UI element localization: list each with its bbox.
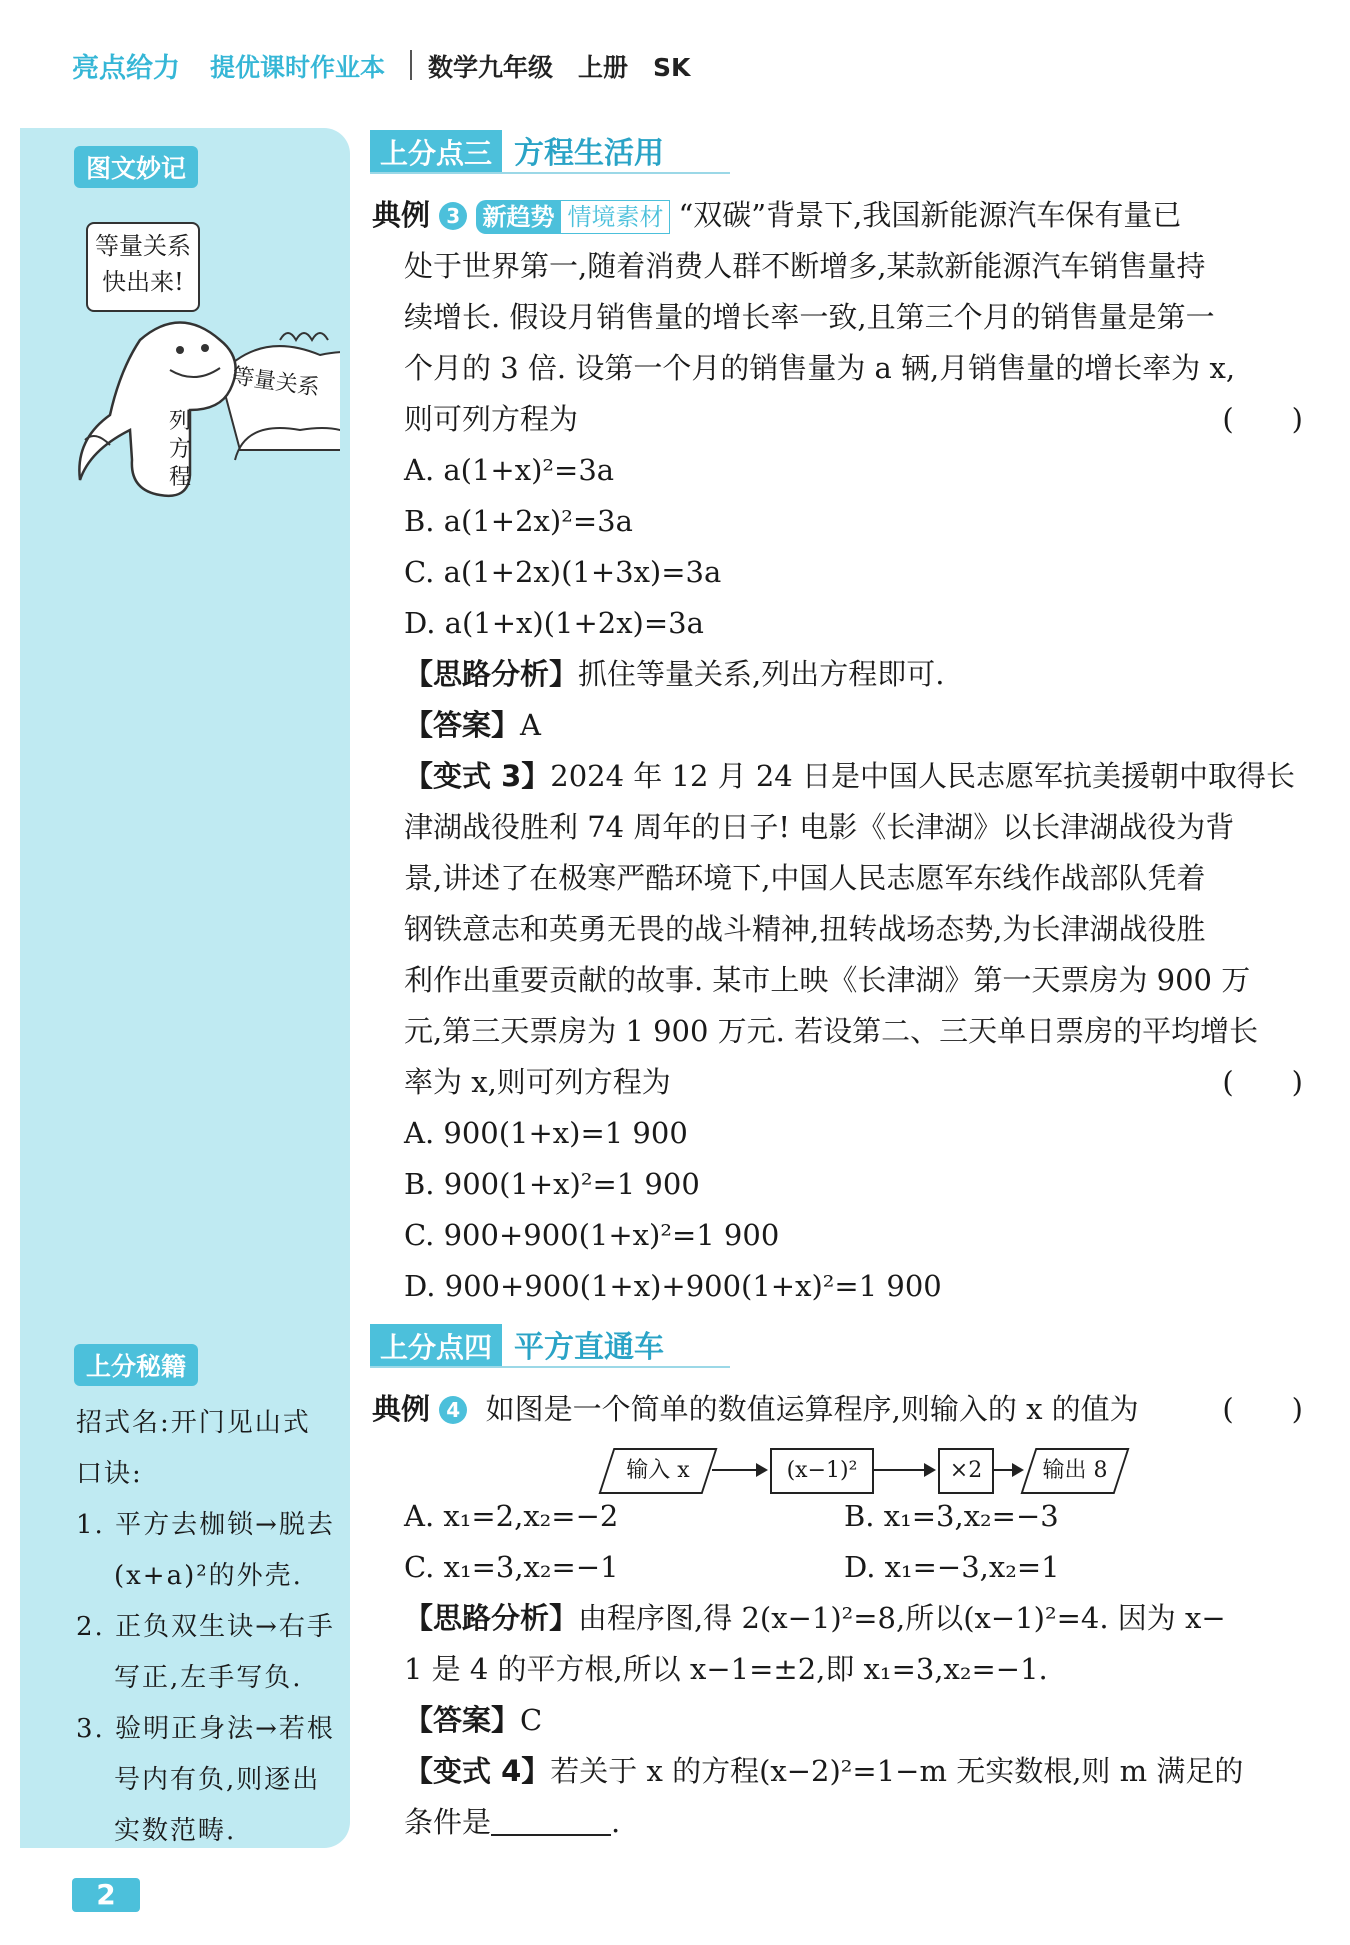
speech-bubble bbox=[86, 222, 200, 312]
example-text: 续增长. 假设月销售量的增长率一致,且第三个月的销售量是第一 bbox=[404, 300, 1215, 334]
analysis-text: 抓住等量关系,列出方程即可. bbox=[578, 657, 945, 691]
tip-line: 2. 正负双生诀→右手 bbox=[76, 1612, 335, 1642]
section3-banner bbox=[370, 128, 665, 171]
flow-input-box bbox=[599, 1448, 718, 1494]
tip-line: 实数范畴. bbox=[114, 1816, 237, 1846]
course-title: 数学九年级 上册 SK bbox=[428, 53, 691, 82]
flow-arrow bbox=[872, 1469, 934, 1471]
option-d: D. x₁=−3,x₂=1 bbox=[844, 1550, 1060, 1584]
variant-text: 利作出重要贡献的故事. 某市上映《长津湖》第一天票房为 900 万 bbox=[404, 963, 1251, 997]
variant-text: 元,第三天票房为 1 900 万元. 若设第二、三天单日票房的平均增长 bbox=[404, 1014, 1259, 1048]
example-text: 处于世界第一,随着消费人群不断增多,某款新能源汽车销售量持 bbox=[404, 249, 1206, 283]
option-c: C. a(1+2x)(1+3x)=3a bbox=[404, 555, 722, 589]
analysis-text: 由程序图,得 2(x−1)²=8,所以(x−1)²=4. 因为 x− bbox=[578, 1601, 1226, 1635]
flow-output-box bbox=[1021, 1448, 1130, 1494]
example-number: 4 bbox=[439, 1396, 467, 1424]
page-number: 2 bbox=[72, 1878, 140, 1912]
dinosaur-illustration bbox=[70, 300, 340, 505]
tip-line: 3. 验明正身法→若根 bbox=[76, 1714, 335, 1744]
dino-text-char: 方 bbox=[168, 437, 191, 462]
variant-text: 钢铁意志和英勇无畏的战斗精神,扭转战场态势,为长津湖战役胜 bbox=[404, 912, 1206, 946]
answer-label: 【答案】 bbox=[404, 1703, 521, 1737]
tip-line: 号内有负,则逐出 bbox=[114, 1765, 321, 1795]
section-underline bbox=[370, 172, 730, 174]
answer-paren: ( ) bbox=[1222, 1065, 1303, 1099]
tip-line: 写正,左手写负. bbox=[114, 1663, 303, 1693]
sign-label: 等量关系 bbox=[230, 363, 322, 401]
variant-label: 【变式 3】 bbox=[404, 759, 551, 793]
tip-line: (x+a)²的外壳. bbox=[114, 1561, 303, 1591]
variant-text: 津湖战役胜利 74 周年的日子! 电影《长津湖》以长津湖战役为背 bbox=[404, 810, 1235, 844]
option-a: A. a(1+x)²=3a bbox=[404, 453, 615, 487]
flow-arrow bbox=[992, 1469, 1022, 1471]
variant-label: 【变式 4】 bbox=[404, 1754, 551, 1788]
example-number: 3 bbox=[439, 202, 467, 230]
section-label: 上分点四 bbox=[370, 1324, 502, 1368]
flow-arrow bbox=[712, 1469, 766, 1471]
variant-text: 2024 年 12 月 24 日是中国人民志愿军抗美援朝中取得长 bbox=[550, 759, 1295, 793]
answer-label: 【答案】 bbox=[404, 708, 521, 742]
dino-text-char: 列 bbox=[168, 409, 191, 434]
memo-tag: 图文妙记 bbox=[74, 146, 198, 188]
section-title: 方程生活用 bbox=[514, 136, 665, 171]
variant-end: . bbox=[611, 1805, 621, 1839]
section-title: 平方直通车 bbox=[514, 1330, 665, 1365]
example-text: 个月的 3 倍. 设第一个月的销售量为 a 辆,月销售量的增长率为 x, bbox=[404, 351, 1236, 385]
flow-square-box: (x−1)² bbox=[770, 1448, 874, 1494]
flow-label: 输入 x bbox=[626, 1458, 690, 1483]
option-a: A. x₁=2,x₂=−2 bbox=[404, 1499, 619, 1533]
dino-text-char: 程 bbox=[168, 465, 191, 490]
option-c: C. 900+900(1+x)²=1 900 bbox=[404, 1218, 780, 1252]
answer-blank bbox=[491, 1804, 611, 1836]
series-title: 提优课时作业本 bbox=[210, 53, 386, 82]
option-b: B. a(1+2x)²=3a bbox=[404, 504, 633, 538]
analysis-text: 1 是 4 的平方根,所以 x−1=±2,即 x₁=3,x₂=−1. bbox=[404, 1652, 1048, 1686]
section4-banner bbox=[370, 1322, 665, 1365]
example-text: 则可列方程为 bbox=[404, 402, 579, 436]
section-underline bbox=[370, 1366, 730, 1368]
flow-double-box: ×2 bbox=[938, 1448, 994, 1494]
context-tag: 情境素材 bbox=[560, 200, 670, 234]
trend-tag: 新趋势 bbox=[476, 200, 560, 234]
answer-text: C bbox=[520, 1703, 543, 1737]
program-flowchart bbox=[600, 1448, 1120, 1494]
variant-text: 条件是 bbox=[404, 1805, 492, 1839]
answer-paren: ( ) bbox=[1222, 402, 1303, 436]
example-lead: 典例 bbox=[372, 198, 431, 232]
brand-logo: 亮点给力 bbox=[72, 53, 180, 84]
section-label: 上分点三 bbox=[370, 130, 502, 174]
option-b: B. x₁=3,x₂=−3 bbox=[844, 1499, 1059, 1533]
bubble-line: 等量关系 bbox=[95, 232, 191, 260]
header-divider bbox=[410, 50, 412, 80]
variant-text: 率为 x,则可列方程为 bbox=[404, 1065, 671, 1099]
flow-label: 输出 8 bbox=[1042, 1458, 1108, 1483]
tip-line: 1. 平方去枷锁→脱去 bbox=[76, 1510, 335, 1540]
option-d: D. 900+900(1+x)+900(1+x)²=1 900 bbox=[404, 1269, 942, 1303]
tip-line: 招式名:开门见山式 bbox=[76, 1408, 311, 1438]
variant-text: 景,讲述了在极寒严酷环境下,中国人民志愿军东线作战部队凭着 bbox=[404, 861, 1206, 895]
tip-content bbox=[76, 1398, 346, 1857]
analysis-label: 【思路分析】 bbox=[404, 1601, 579, 1635]
example-text: 如图是一个简单的数值运算程序,则输入的 x 的值为 bbox=[485, 1392, 1139, 1426]
option-b: B. 900(1+x)²=1 900 bbox=[404, 1167, 700, 1201]
tip-tag: 上分秘籍 bbox=[74, 1344, 198, 1386]
tip-line: 口诀: bbox=[76, 1459, 143, 1489]
option-d: D. a(1+x)(1+2x)=3a bbox=[404, 606, 704, 640]
bubble-line: 快出来! bbox=[102, 268, 184, 296]
variant-text: 若关于 x 的方程(x−2)²=1−m 无实数根,则 m 满足的 bbox=[550, 1754, 1244, 1788]
analysis-label: 【思路分析】 bbox=[404, 657, 579, 691]
dino-body-text bbox=[168, 408, 192, 492]
answer-text: A bbox=[520, 708, 541, 742]
example3-block bbox=[372, 190, 1307, 1312]
example-lead: 典例 bbox=[372, 1392, 431, 1426]
option-c: C. x₁=3,x₂=−1 bbox=[404, 1550, 619, 1584]
answer-paren: ( ) bbox=[1222, 1392, 1303, 1426]
example-text: “双碳”背景下,我国新能源汽车保有量已 bbox=[678, 198, 1182, 232]
option-a: A. 900(1+x)=1 900 bbox=[404, 1116, 688, 1150]
